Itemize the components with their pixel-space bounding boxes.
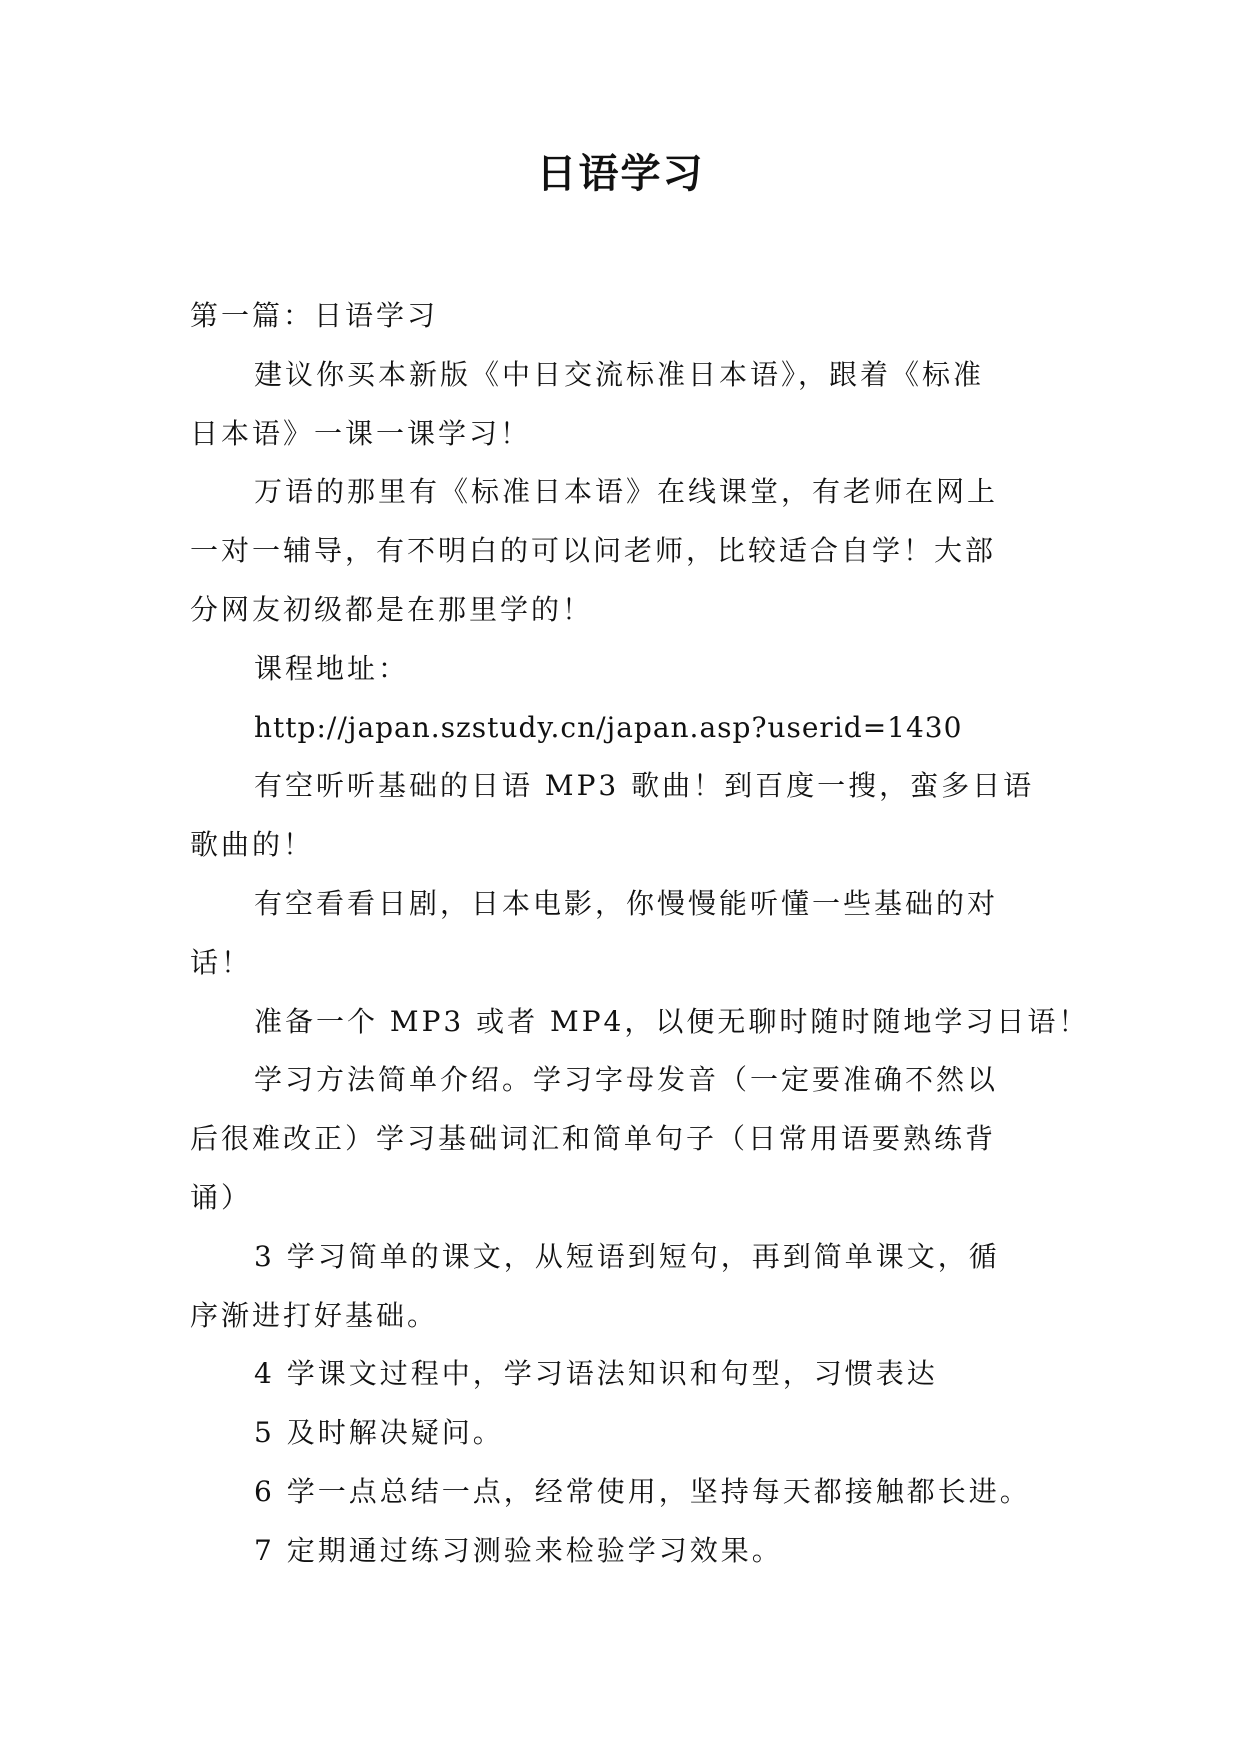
- paragraph-line: 后很难改正）学习基础词汇和简单句子（日常用语要熟练背: [190, 1122, 997, 1156]
- section-heading: 第一篇：日语学习: [190, 299, 439, 332]
- paragraph-line: 6 学一点总结一点，经常使用，坚持每天都接触都长进。: [254, 1474, 1031, 1508]
- paragraph-line: 3 学习简单的课文，从短语到短句，再到简单课文，循: [254, 1239, 1000, 1273]
- paragraph-line: 万语的那里有《标准日本语》在线课堂，有老师在网上: [254, 475, 999, 509]
- document-title: 日语学习: [536, 151, 705, 197]
- paragraph-line: 5 及时解决疑问。: [254, 1416, 504, 1450]
- document-body: [190, 287, 1090, 1581]
- paragraph-line: 7 定期通过练习测验来检验学习效果。: [254, 1533, 783, 1567]
- paragraph-line: 建议你买本新版《中日交流标准日本语》，跟着《标准: [254, 357, 985, 391]
- paragraph-line: 话！: [190, 945, 253, 979]
- paragraph-line: 课程地址：: [254, 651, 410, 685]
- paragraph-line: 分网友初级都是在那里学的！: [190, 592, 594, 626]
- paragraph-line: 有空看看日剧，日本电影，你慢慢能听懂一些基础的对: [254, 886, 999, 920]
- paragraph-line: 准备一个 MP3 或者 MP4，以便无聊时随时随地学习日语！: [254, 1004, 1090, 1038]
- paragraph-line: 歌曲的！: [190, 828, 315, 862]
- paragraph-line: 序渐进打好基础。: [190, 1298, 439, 1332]
- paragraph-line: 一对一辅导，有不明白的可以问老师，比较适合自学！大部: [190, 534, 997, 568]
- paragraph-line: 有空听听基础的日语 MP3 歌曲！到百度一搜，蛮多日语: [254, 769, 1035, 803]
- paragraph-line: 日本语》一课一课学习！: [190, 416, 532, 450]
- course-url: http://japan.szstudy.cn/japan.asp?userid=1430: [254, 710, 963, 744]
- paragraph-line: 4 学课文过程中，学习语法知识和句型，习惯表达: [254, 1357, 938, 1391]
- paragraph-line: 诵）: [190, 1180, 253, 1214]
- paragraph-line: 学习方法简单介绍。学习字母发音（一定要准确不然以: [254, 1063, 999, 1097]
